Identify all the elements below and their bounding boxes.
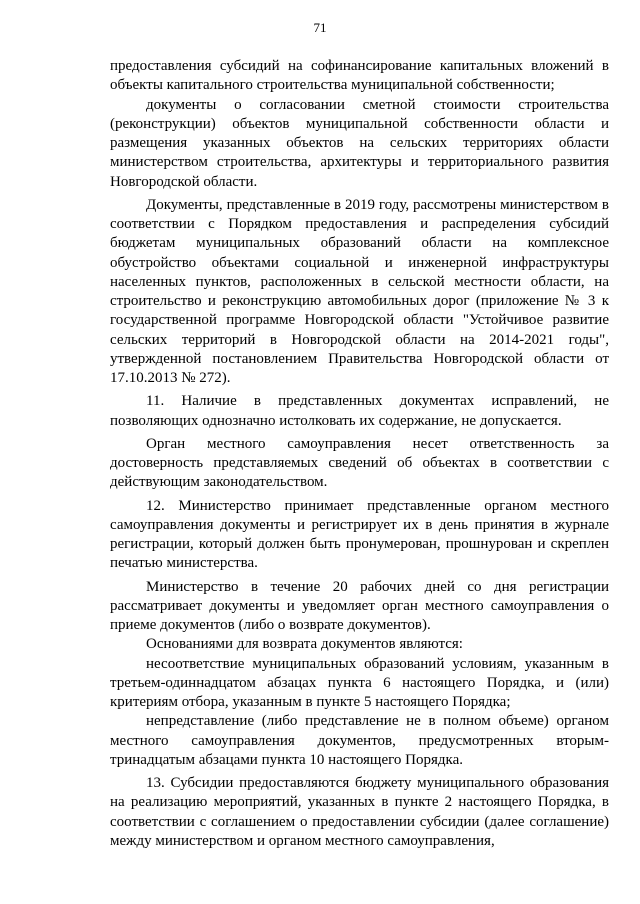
page-number: 71 bbox=[313, 20, 327, 35]
paragraph-item-12: 12. Министерство принимает представленные органом местного самоуправления документы и регистрирует их в день принятия в журнале регистрации, который должен быть пронумерован, прошнурован и скреплен печатью министерства. bbox=[110, 497, 609, 572]
paragraph-review-20-days: Министерство в течение 20 рабочих дней со дня регистрации рассматривает документы и уведомляет орган местного самоуправления о приеме документов (либо о возврате документов). bbox=[110, 578, 609, 633]
paragraph-return-ground-nonconformity: несоответствие муниципальных образований условиям, указанным в третьем-одиннадцатом абзацах пункта 6 настоящего Порядка, и (или) критериям отбора, указанным в пункте 5 настоящего Порядка; bbox=[110, 655, 609, 710]
paragraph-documents-2019: Документы, представленные в 2019 году, рассмотрены министерством в соответствии с Порядком предоставления и распределения субсидий бюджетам муниципальных образований области на комплексное обустройство объектами социальной и инженерной инфраструктуры населенных пунктов, расположенных в сельской местности области, на строительство и реконструкцию автомобильных дорог (приложение № 3 к государственной программе Новгородской области "Устойчивое развитие сельских территорий в Новгородской области на 2014-2021 годы", утвержденной постановлением Правительства Новгородской области от 17.10.2013 № 272). bbox=[110, 196, 609, 386]
paragraph-subsidy-continuation: предоставления субсидий на софинансирование капитальных вложений в объекты капитального строительства муниципальной собственности; bbox=[110, 58, 609, 94]
paragraph-local-authority-responsibility: Орган местного самоуправления несет ответственность за достоверность представляемых сведений об объектах в соответствии с действующим законодательством. bbox=[110, 435, 609, 491]
paragraph-return-grounds-intro: Основаниями для возврата документов являются: bbox=[146, 636, 463, 653]
paragraph-item-13: 13. Субсидии предоставляются бюджету муниципального образования на реализацию мероприятий, указанных в пункте 2 настоящего Порядка, в соответствии с соглашением о предоставлении субсидии (далее соглашение) между министерством и органом местного самоуправления, bbox=[110, 775, 609, 849]
paragraph-cost-approval-documents: документы о согласовании сметной стоимости строительства (реконструкции) объектов муниципальной собственности области и размещения указанных объектов на сельских территориях области министерством строительства, архитектуры и территориального развития Новгородской области. bbox=[110, 96, 609, 190]
document-body bbox=[110, 57, 609, 851]
paragraph-item-11: 11. Наличие в представленных документах исправлений, не позволяющих однозначно истолковать их содержание, не допускается. bbox=[110, 393, 609, 429]
paragraph-return-ground-incomplete: непредставление (либо представление не в полном объеме) органом местного самоуправления документов, предусмотренных вторым-тринадцатым абзацами пункта 10 настоящего Порядка. bbox=[110, 713, 609, 768]
